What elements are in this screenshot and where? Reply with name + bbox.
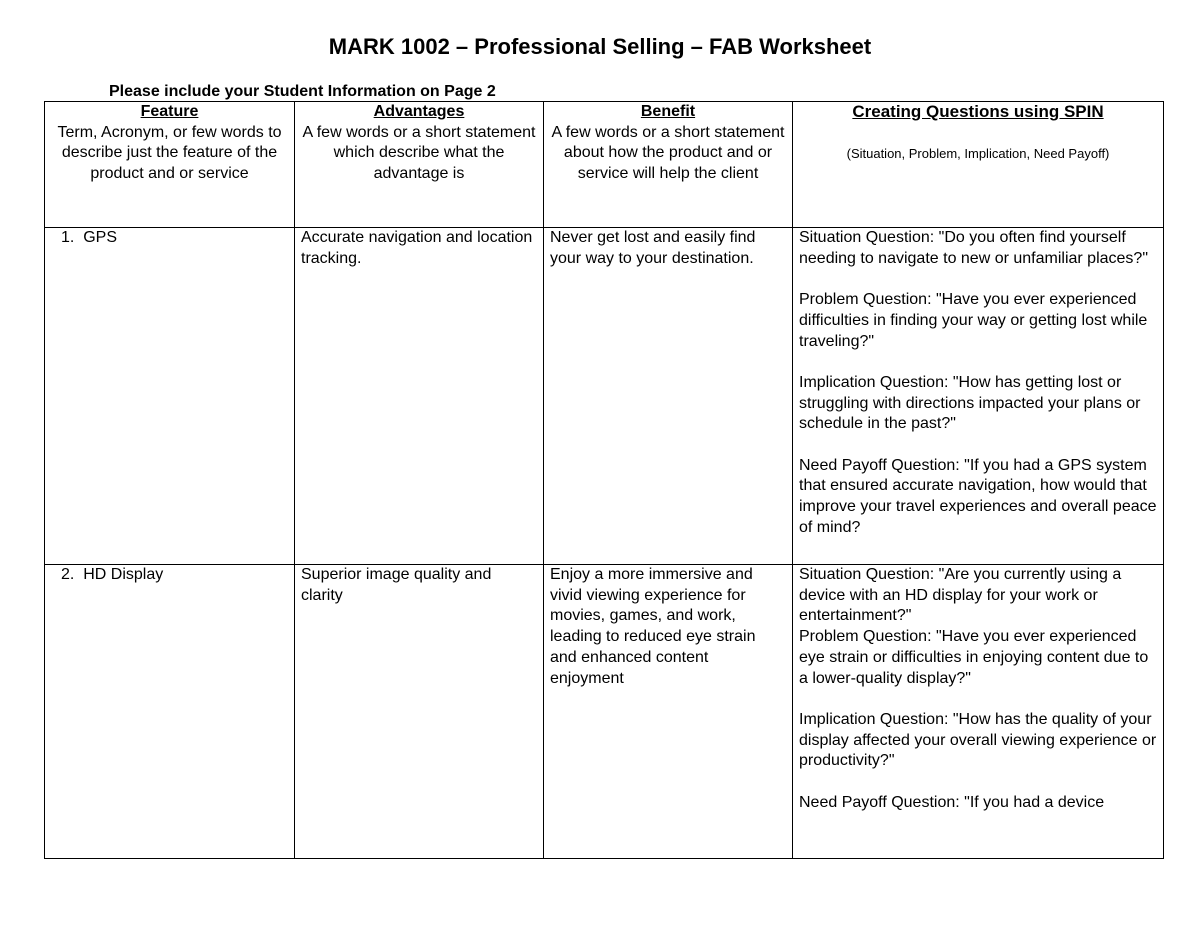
problem-question: Problem Question: "Have you ever experienced eye strain or difficulties in enjoying content due to a lower-quality display?" (799, 628, 1149, 687)
table-row (45, 228, 1164, 565)
feature-label (51, 228, 288, 249)
table-row (45, 565, 1164, 859)
header-benefit (544, 102, 793, 228)
benefit-cell: Never get lost and easily find your way to your destination. (544, 228, 793, 565)
header-row (45, 102, 1164, 228)
student-info-note: Please include your Student Information on Page 2 (109, 83, 496, 100)
feature-name: HD Display (83, 566, 164, 583)
spin-questions-clip (799, 565, 1157, 857)
feature-label (51, 565, 288, 586)
header-spin-title: Creating Questions using SPIN (852, 102, 1104, 121)
feature-cell (45, 228, 295, 565)
fab-table (44, 101, 1164, 859)
header-feature-description: Term, Acronym, or few words to describe just the feature of the product and or service (57, 123, 282, 183)
header-spin-description: (Situation, Problem, Implication, Need Payoff) (846, 145, 1110, 161)
header-feature-title: Feature (140, 103, 199, 120)
header-benefit-title: Benefit (640, 103, 696, 120)
advantage-cell: Superior image quality and clarity (295, 565, 544, 859)
row-number: 2. (61, 566, 75, 583)
spin-questions-cell (793, 565, 1164, 859)
need-payoff-question: Need Payoff Question: "If you had a device (799, 793, 1105, 811)
advantage-cell: Accurate navigation and location tracking. (295, 228, 544, 565)
situation-question: Situation Question: "Are you currently using a device with an HD display for your work or entertainment?" (799, 566, 1122, 625)
header-advantages-title: Advantages (373, 103, 465, 120)
header-spin (793, 102, 1164, 228)
feature-name: GPS (83, 229, 118, 246)
document-title: MARK 1002 – Professional Selling – FAB Worksheet (328, 34, 872, 59)
spin-questions-cell (793, 228, 1164, 565)
header-feature (45, 102, 295, 228)
header-benefit-description: A few words or a short statement about how the product and or service will help the client (551, 123, 785, 183)
implication-question: Implication Question: "How has the quality of your display affected your overall viewing experience or productivity?" (799, 710, 1157, 770)
problem-question: Problem Question: "Have you ever experienced difficulties in finding your way or getting lost while traveling?" (799, 291, 1148, 350)
situation-question: Situation Question: "Do you often find yourself needing to navigate to new or unfamiliar places?" (799, 229, 1149, 267)
row-number: 1. (61, 229, 75, 246)
header-advantages-description: A few words or a short statement which describe what the advantage is (302, 123, 536, 183)
benefit-cell: Enjoy a more immersive and vivid viewing experience for movies, games, and work, leading to reduced eye strain and enhanced content enjoyment (544, 565, 793, 859)
implication-question: Implication Question: "How has getting lost or struggling with directions impacted your plans or schedule in the past?" (799, 373, 1141, 433)
header-advantages (295, 102, 544, 228)
feature-cell (45, 565, 295, 859)
need-payoff-question: Need Payoff Question: "If you had a GPS system that ensured accurate navigation, how would that improve your travel experiences and overall peace of mind? (799, 456, 1157, 536)
